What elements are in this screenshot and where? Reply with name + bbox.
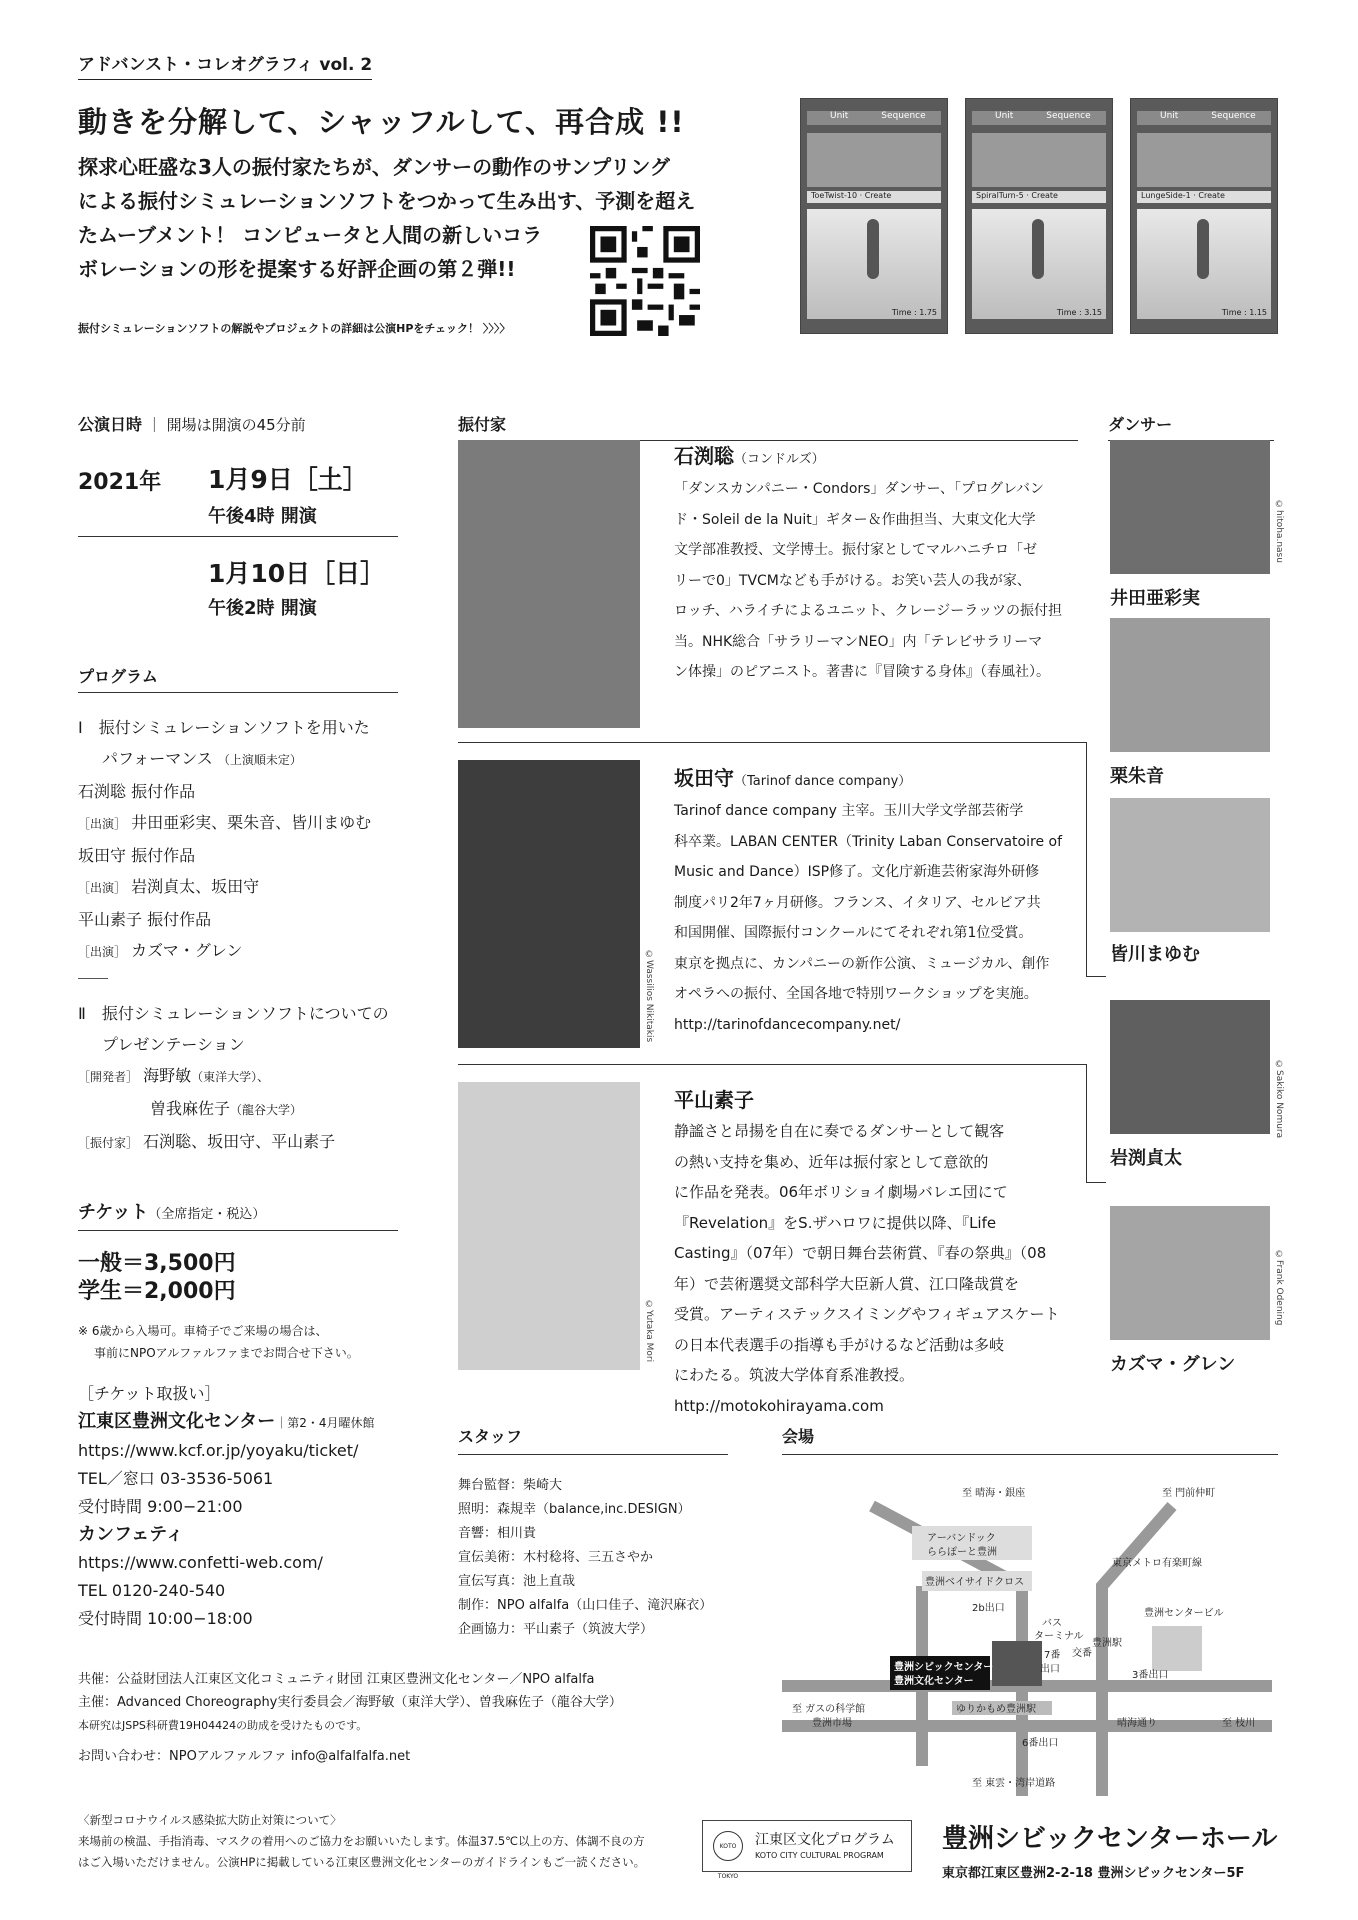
koto-culture-logo: KOTO TOKYO 江東区文化プログラム KOTO CITY CULTURAL PROGRAM (702, 1820, 912, 1872)
sponsors: 共催：公益財団法人江東区文化コミュニティ財団 江東区豊洲文化センター／NPO alfalfa 主催：Advanced Choreography実行委員会／海野敏（東洋大学）、曽我麻佐子（龍谷大学） 本研究はJSPS科研費19H04424の助成を受けたものです。 お問い合わせ：NPOアルファルファ info@alfalfalfa.net (78, 1668, 622, 1768)
qr-code[interactable] (590, 226, 700, 336)
choreographer-1-name: 石渕聡（コンドルズ） (674, 444, 825, 468)
map-label: 交番 (1072, 1648, 1092, 1659)
map-label: ターミナル (1034, 1631, 1084, 1642)
divider (78, 1230, 398, 1231)
photo-kuri (1110, 618, 1270, 752)
screenshot-3: Unit Sequence LungeSide-1 · Create Time : 1.15 (1130, 98, 1278, 334)
program-title: プログラム (78, 667, 158, 686)
dancer-figure-icon (1032, 219, 1044, 279)
map-label: 豊洲駅 (1092, 1638, 1122, 1649)
tarinof-url[interactable]: http://tarinofdancecompany.net/ (674, 1016, 901, 1033)
map-label: 出口 (1040, 1664, 1060, 1675)
dancer-3-name: 皆川まゆむ (1110, 944, 1200, 965)
staff-title: スタッフ (458, 1427, 523, 1446)
dancer-figure-icon (867, 219, 879, 279)
year: 2021年 (78, 470, 162, 495)
dancer-2-name: 栗朱音 (1110, 766, 1164, 787)
screenshot-1: Unit Sequence ToeTwist-10 · Create Time : 1.75 (800, 98, 948, 334)
map-label: 豊洲センタービル (1144, 1608, 1224, 1619)
dancer-1-name: 井田亜彩実 (1110, 588, 1200, 609)
heart-logo-icon: KOTO TOKYO (713, 1831, 743, 1861)
ticket-dealers: ［チケット取扱い］ 江東区豊洲文化センター｜第2・4月曜休館 https://www.kcf.or.jp/yoyaku/ticket/ TEL／窓口 03-3536-5061 受付時間 9:00−21:00 カンフェティ https://www.confetti-web.com/ TEL 0120-240-540 受付時間 10:00−18:00 (78, 1384, 375, 1628)
map-label: 至 ガスの科学館 (792, 1704, 866, 1715)
map-label: ららぽーと豊洲 (927, 1547, 997, 1558)
dancer-title: ダンサー (1108, 415, 1173, 434)
map-label: 至 東雲・湾岸道路 (972, 1778, 1056, 1789)
divider (78, 692, 398, 693)
contact[interactable]: お問い合わせ：NPOアルファルファ info@alfalfalfa.net (78, 1749, 411, 1764)
map-label: 晴海通り (1117, 1718, 1157, 1729)
choreographer-3-bio: 静謐さと昂揚を自在に奏でるダンサーとして観客 の熱い支持を集め、近年は振付家として意欲的 に作品を発表。06年ボリショイ劇場バレエ団にて 『Revelation』をS.ザハロワに提供以降、『Life Casting』（07年）で朝日舞台芸術賞、『春の祭典』（08 年）で芸術選奨文部科学大臣新人賞、江口隆哉賞を 受賞。アーティステックスイミングやフィギュアスケート の日本代表選手の指導も手がけるなど活動は多岐 にわたる。筑波大学体育系准教授。 http://motokohirayama.com (674, 1116, 1072, 1421)
date-1: 1月9日［土］ (208, 465, 368, 494)
photo-sakata (458, 760, 640, 1048)
map-label: 豊洲文化センター (894, 1676, 974, 1687)
lead-text: 探求心旺盛な3人の振付家たちが、ダンサーの動作のサンプリング による振付シミュレーションソフトをつかって生み出す、予測を超え たムーブメント！ コンピュータと人間の新しいコラ ボレーションの形を提案する好評企画の第２弾!! (78, 155, 696, 281)
hirayama-url[interactable]: http://motokohirayama.com (674, 1396, 884, 1415)
divider (458, 1064, 1086, 1065)
dancer-4-name: 岩渕貞太 (1110, 1148, 1182, 1169)
map-label: 6番出口 (1022, 1738, 1059, 1749)
photo-kazuma (1110, 1206, 1270, 1340)
qr-note[interactable]: 振付シミュレーションソフトの解説やプロジェクトの詳細は公演HPをチェック！ 〉〉〉〉 (78, 322, 511, 335)
choreographer-title: 振付家 (458, 415, 507, 434)
photo-credit: ©Frank Odening (1274, 1250, 1284, 1326)
choreographer-2-name: 坂田守（Tarinof dance company） (674, 766, 912, 790)
covid-notice: 〈新型コロナウイルス感染拡大防止対策について〉 来場前の検温、手指消毒、マスクの着用へのご協力をお願いいたします。体温37.5℃以上の方、体調不良の方 はご入場いただけません。公演HPに掲載している江東区豊洲文化センターのガイドラインもご一読ください。 (78, 1813, 646, 1869)
map-label: 3番出口 (1132, 1670, 1169, 1681)
time-2: 午後2時 開演 (208, 598, 317, 619)
map-label: 豊洲シビックセンター (894, 1662, 994, 1673)
ticket-prices: 一般＝3,500円 学生＝2,000円 (78, 1251, 236, 1304)
confetti-url[interactable]: https://www.confetti-web.com/ (78, 1553, 323, 1572)
ticket-note: ※ 6歳から入場可。車椅子でご来場の場合は、 事前にNPOアルファルファまでお問合せ下さい。 (78, 1324, 359, 1360)
photo-ida (1110, 440, 1270, 574)
map-label: 至 晴海・銀座 (962, 1488, 1026, 1499)
divider (1086, 1182, 1106, 1183)
staff-list: 舞台監督：柴崎大 照明：森規幸（balance,inc.DESIGN） 音響：相川貴 宣伝美術：木村稔将、三五さやか 宣伝写真：池上直哉 制作：NPO alfalfa（山口佳子、滝沢麻衣） 企画協力：平山素子（筑波大学） (458, 1478, 713, 1637)
map-label: 豊洲ベイサイドクロス (925, 1577, 1025, 1588)
photo-iwabuchi (1110, 1000, 1270, 1134)
photo-credit: ©Sakiko Nomura (1274, 1060, 1284, 1139)
photo-credit: ©Yutaka Mori (644, 1300, 654, 1363)
map-label: 至 門前仲町 (1162, 1488, 1216, 1499)
photo-credit: ©Wassilios Nikitakis (644, 950, 654, 1043)
map-label: アーバンドック (927, 1533, 996, 1544)
photo-minagawa (1110, 798, 1270, 932)
ticket-title: チケット（全席指定・税込） (78, 1202, 266, 1223)
dancer-figure-icon (1197, 219, 1209, 279)
choreographer-2-bio: Tarinof dance company 主宰。玉川大学文学部芸術学 科卒業。LABAN CENTER（Trinity Laban Conservatoire of Music and Dance）ISP修了。文化庁新進芸術家海外研修 制度パリ2年7ヶ月研修。フランス、イタリア、セルビア共 和国開催、国際振付コンクールにてそれぞれ第1位受賞。 東京を拠点に、カンパニーの新作公演、ミュージカル、創作 オペラへの振付、全国各地で特別ワークショップを実施。 http://tarinofdancecompany.net/ (674, 796, 1072, 1040)
software-screenshots (800, 98, 1278, 338)
divider (458, 1454, 728, 1455)
choreographer-3-name: 平山素子 (674, 1088, 754, 1112)
headline: 動きを分解して、シャッフルして、再合成 !! (78, 105, 685, 139)
hall-address: 東京都江東区豊洲2-2-18 豊洲シビックセンター5F (942, 1866, 1245, 1881)
map-label: 東京メトロ有楽町線 (1112, 1558, 1202, 1569)
divider (458, 742, 1086, 743)
date-2: 1月10日［日］ (208, 559, 386, 588)
hall-name: 豊洲シビックセンターホール (942, 1824, 1278, 1854)
time-1: 午後4時 開演 (208, 506, 317, 527)
divider (78, 536, 398, 537)
schedule-label: 公演日時 ｜ 開場は開演の45分前 (78, 415, 306, 434)
photo-ishibuchi (458, 440, 640, 728)
series-title: アドバンスト・コレオグラフィ vol. 2 (78, 50, 372, 80)
divider (782, 1454, 1278, 1455)
map-label: 豊洲市場 (812, 1718, 852, 1729)
venue-map (772, 1466, 1282, 1796)
map-label: 7番 (1044, 1650, 1061, 1661)
map-label: バス (1042, 1618, 1062, 1629)
map-label: 至 枝川 (1222, 1718, 1256, 1729)
divider (1086, 742, 1087, 976)
map-label: ゆりかもめ豊洲駅 (956, 1704, 1036, 1715)
photo-credit: ©hitoha.nasu (1274, 500, 1284, 563)
divider (1086, 976, 1106, 977)
dancer-5-name: カズマ・グレン (1110, 1354, 1236, 1375)
map-label: 2b出口 (972, 1603, 1005, 1614)
screenshot-2: Unit Sequence SpiralTurn-5 · Create Time : 3.15 (965, 98, 1113, 334)
kcf-url[interactable]: https://www.kcf.or.jp/yoyaku/ticket/ (78, 1441, 359, 1460)
divider (1086, 1064, 1087, 1182)
program-list: Ⅰ 振付シミュレーションソフトを用いた パフォーマンス （上演順未定） 石渕聡 振付作品 ［出演］ 井田亜彩実、栗朱音、皆川まゆむ 坂田守 振付作品 ［出演］ 岩渕貞太、坂田守 平山素子 振付作品 ［出演］ カズマ・グレン Ⅱ 振付シミュレーションソフトについての プレゼンテーション ［開発者］ 海野敏（東洋大学）、 曽我麻佐子（龍谷大学） ［振付家］ 石渕聡、坂田守、平山素子 (78, 718, 389, 1151)
choreographer-1-bio: 「ダンスカンパニー・Condors」ダンサー、「プログレバン ド・Soleil de la Nuit」ギター＆作曲担当、大東文化大学 文学部准教授、文学博士。振付家としてマルハニチロ「ゼ リーで0」TVCMなども手がける。お笑い芸人の我が家、 ロッチ、ハライチによるユニット、クレージーラッツの振付担 当。NHK総合「サラリーマンNEO」内「テレビサラリーマ ン体操」のピアニスト。著書に『冒険する身体』（春風社）。 (674, 481, 1062, 680)
photo-hirayama (458, 1082, 640, 1370)
venue-title: 会場 (782, 1427, 815, 1446)
